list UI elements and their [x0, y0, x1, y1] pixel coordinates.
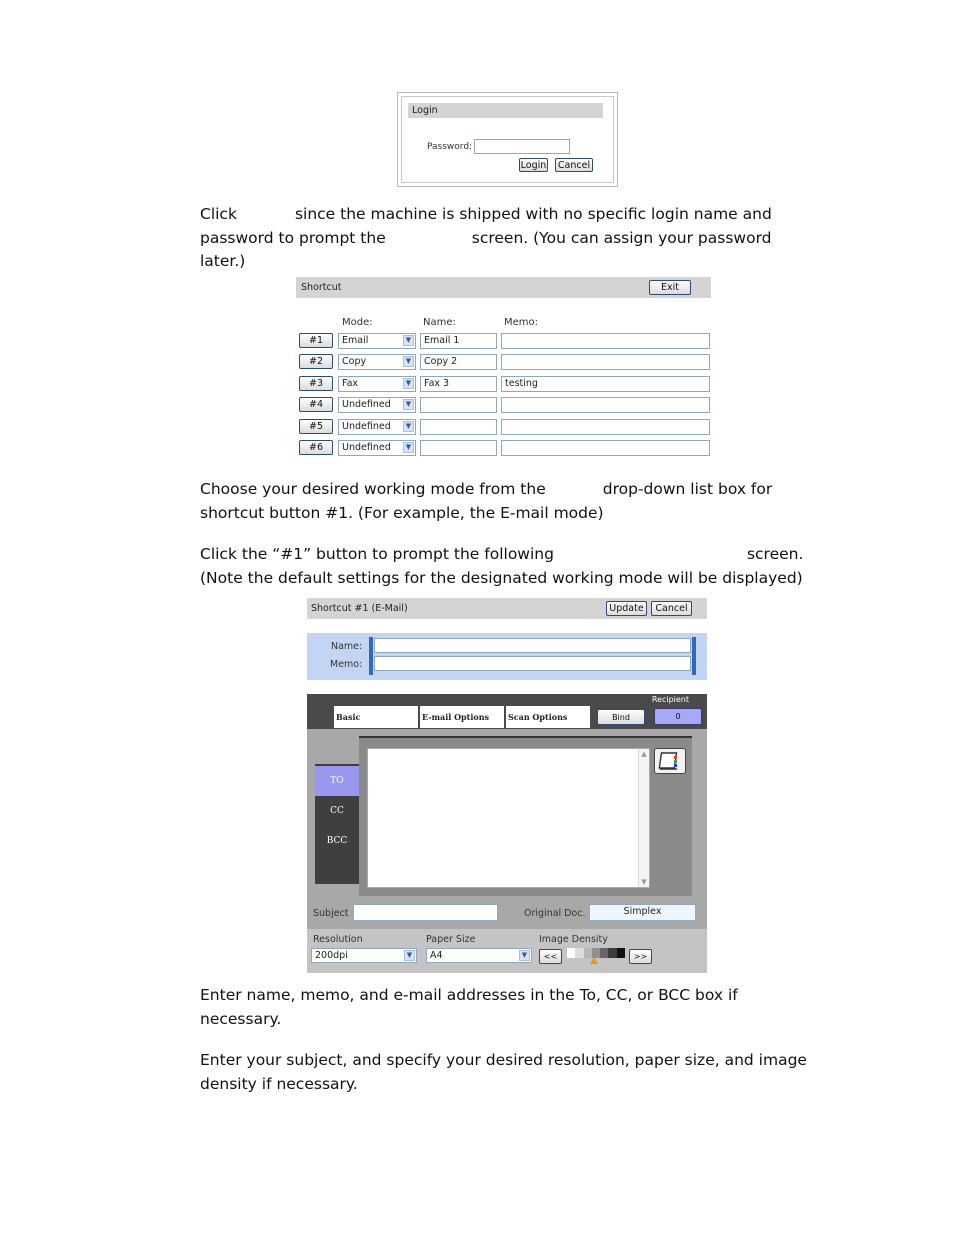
- email-shortcut-title: Shortcut #1 (E-Mail): [311, 603, 408, 614]
- paper-size-value: A4: [430, 950, 443, 961]
- chevron-down-icon: ▼: [403, 335, 414, 346]
- text: drop-down list box for: [602, 480, 773, 498]
- text: (Note the default settings for the designated working mode will be displayed): [200, 568, 803, 587]
- text: Enter your subject, and specify your desired resolution, paper size, and image: [200, 1051, 807, 1069]
- text: password to prompt the: [200, 228, 386, 247]
- name-input-4[interactable]: [420, 397, 497, 413]
- mode-value: Undefined: [342, 421, 391, 432]
- name-input-6[interactable]: [420, 440, 497, 456]
- cancel-button[interactable]: Cancel: [555, 158, 593, 172]
- tab-basic[interactable]: Basic: [334, 706, 418, 728]
- chevron-down-icon: ▼: [519, 950, 530, 961]
- image-density-label: Image Density: [539, 934, 608, 945]
- column-header-name: Name:: [423, 317, 456, 328]
- text: screen. (You can assign your password: [471, 228, 772, 247]
- recipient-label: Recipient: [651, 695, 689, 704]
- address-list[interactable]: [367, 748, 650, 888]
- login-button[interactable]: Login: [520, 159, 547, 171]
- paragraph-mode-instructions: [200, 478, 830, 525]
- cancel-button[interactable]: Cancel: [651, 601, 692, 616]
- name-input-1[interactable]: Email 1: [420, 333, 497, 349]
- text: Click the “#1” button to prompt the following: [200, 545, 554, 563]
- update-button[interactable]: Update: [606, 601, 647, 616]
- text: Choose your desired working mode from the: [200, 480, 546, 498]
- density-pointer-icon[interactable]: [590, 957, 598, 964]
- density-increase-button[interactable]: >>: [629, 949, 652, 964]
- login-title: Login: [408, 103, 603, 118]
- chevron-down-icon: ▼: [403, 442, 414, 453]
- memo-label: Memo:: [330, 659, 363, 670]
- email-shortcut-header: [307, 598, 707, 619]
- tab-bcc[interactable]: BCC: [315, 826, 359, 856]
- shortcut-button-1[interactable]: #1: [299, 333, 333, 348]
- mode-select-1[interactable]: [338, 333, 416, 349]
- memo-input[interactable]: [374, 656, 691, 671]
- text: later.): [200, 252, 246, 270]
- mode-value: Email: [342, 335, 369, 346]
- mode-select-4[interactable]: [338, 397, 416, 413]
- column-header-mode: Mode:: [342, 317, 373, 328]
- name-input[interactable]: [374, 638, 691, 653]
- bind-button[interactable]: Bind: [597, 709, 645, 725]
- resolution-label: Resolution: [313, 934, 363, 945]
- chevron-down-icon: ▼: [403, 356, 414, 367]
- text: since the machine is shipped with no specific login name and: [294, 205, 772, 223]
- mode-select-2[interactable]: [338, 354, 416, 370]
- address-book-icon[interactable]: [654, 748, 686, 774]
- text: screen.: [746, 545, 804, 563]
- memo-input-6[interactable]: [501, 440, 710, 456]
- chevron-down-icon: ▼: [403, 378, 414, 389]
- name-label: Name:: [331, 641, 363, 652]
- paragraph-settings-instructions: [200, 1049, 840, 1096]
- paragraph-shortcut-instructions: [200, 543, 840, 590]
- email-shortcut-panel: [307, 598, 707, 973]
- mode-value: Copy: [342, 356, 367, 367]
- name-input-5[interactable]: [420, 419, 497, 435]
- login-dialog: [397, 92, 618, 187]
- shortcut-button-4[interactable]: #4: [299, 397, 333, 412]
- density-decrease-button[interactable]: <<: [539, 949, 562, 964]
- memo-input-1[interactable]: [501, 333, 710, 349]
- mode-value: Fax: [342, 378, 359, 389]
- shortcut-button-2[interactable]: #2: [299, 354, 333, 369]
- paragraph-recipient-instructions: [200, 984, 830, 1031]
- tab-to[interactable]: TO: [315, 766, 359, 796]
- chevron-down-icon: ▼: [403, 399, 414, 410]
- resolution-value: 200dpi: [315, 950, 348, 961]
- mode-value: Undefined: [342, 399, 391, 410]
- shortcut-button-6[interactable]: #6: [299, 440, 333, 455]
- paper-size-select[interactable]: [426, 948, 532, 963]
- memo-input-5[interactable]: [501, 419, 710, 435]
- original-doc-select[interactable]: Simplex: [589, 904, 696, 921]
- chevron-down-icon: ▼: [403, 421, 414, 432]
- password-input[interactable]: [474, 139, 570, 154]
- mode-select-5[interactable]: [338, 419, 416, 435]
- memo-input-2[interactable]: [501, 354, 710, 370]
- text: necessary.: [200, 1009, 282, 1028]
- chevron-down-icon: ▼: [404, 950, 415, 961]
- exit-button[interactable]: Exit: [649, 280, 691, 295]
- recipient-count-button[interactable]: 0: [654, 708, 702, 725]
- shortcut-panel: [296, 277, 711, 459]
- recipient-panel: [307, 694, 707, 973]
- original-doc-label: Original Doc.: [524, 908, 586, 919]
- mode-value: Undefined: [342, 442, 391, 453]
- shortcut-button-5[interactable]: #5: [299, 419, 333, 434]
- chevron-down-icon: ▼: [641, 878, 647, 886]
- shortcut-button-3[interactable]: #3: [299, 376, 333, 391]
- name-memo-panel: [307, 633, 707, 680]
- subject-label: Subject: [313, 908, 349, 919]
- paper-size-label: Paper Size: [426, 934, 476, 945]
- name-input-3[interactable]: Fax 3: [420, 376, 497, 392]
- mode-select-3[interactable]: [338, 376, 416, 392]
- panel-edge: [369, 637, 373, 675]
- scrollbar[interactable]: [638, 749, 649, 887]
- password-label: Password:: [427, 142, 473, 152]
- memo-input-3[interactable]: testing: [501, 376, 710, 392]
- text: shortcut button #1. (For example, the E-mail mode): [200, 503, 604, 522]
- text: Enter name, memo, and e-mail addresses in the To, CC, or BCC box if: [200, 986, 738, 1004]
- tab-cc[interactable]: CC: [315, 796, 359, 826]
- shortcut-title: Shortcut: [301, 282, 342, 293]
- resolution-select[interactable]: [311, 948, 417, 963]
- text: density if necessary.: [200, 1074, 358, 1093]
- memo-input-4[interactable]: [501, 397, 710, 413]
- tab-email-options[interactable]: E-mail Options: [420, 706, 504, 728]
- subject-input[interactable]: [353, 904, 498, 921]
- mode-select-6[interactable]: [338, 440, 416, 456]
- tab-scan-options[interactable]: Scan Options: [506, 706, 590, 728]
- text: Click: [200, 205, 237, 223]
- chevron-up-icon: ▲: [641, 750, 647, 758]
- paragraph-login-instructions: [200, 203, 830, 274]
- panel-edge: [692, 637, 696, 675]
- name-input-2[interactable]: Copy 2: [420, 354, 497, 370]
- column-header-memo: Memo:: [504, 317, 539, 328]
